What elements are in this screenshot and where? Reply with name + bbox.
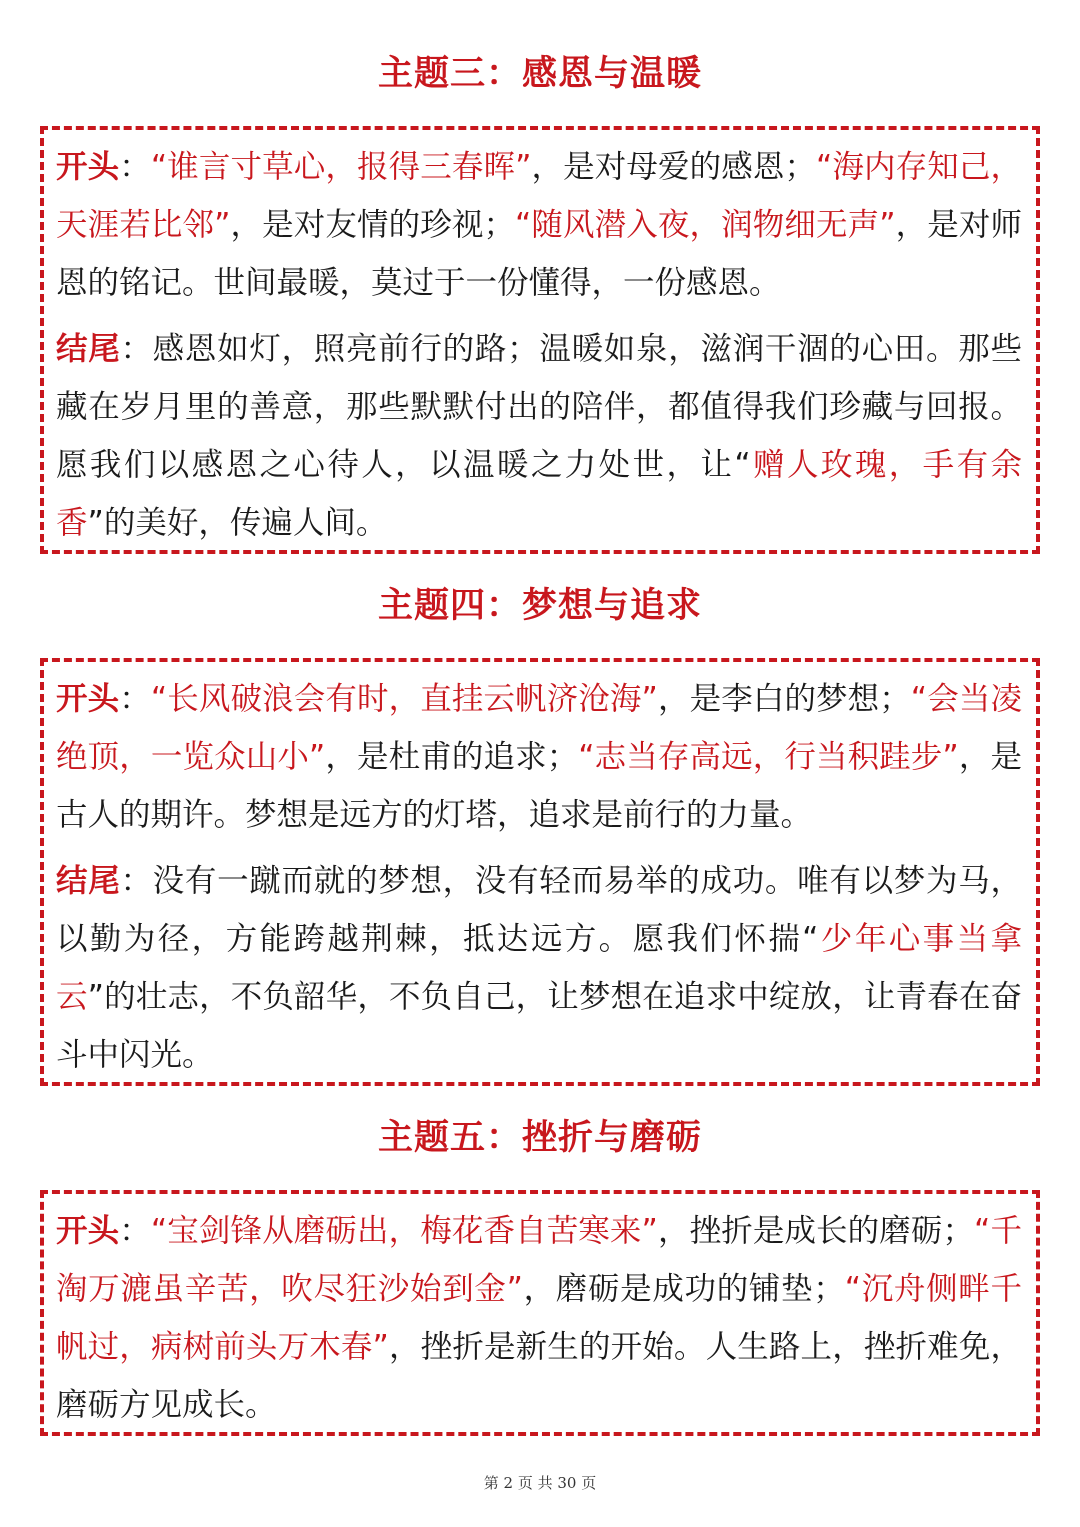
quote-text: “长风破浪会有时，直挂云帆济沧海” xyxy=(150,681,658,717)
page-footer: 第 2 页 共 30 页 xyxy=(483,1474,597,1492)
quote-text: “宝剑锋从磨砺出，梅花香自苦寒来” xyxy=(150,1213,658,1249)
opening-paragraph xyxy=(56,138,1022,312)
quote-text: “谁言寸草心，报得三春晖” xyxy=(150,149,532,185)
quote-text: 少年心事当拿云 xyxy=(56,921,1022,1015)
paragraph-label: 结尾 xyxy=(56,331,121,367)
section-box-setbacks xyxy=(40,1190,1040,1436)
body-text: ，挫折是新生的开始。人生路上，挫折难免，磨砺方见成长。 xyxy=(56,1329,1022,1423)
opening-paragraph xyxy=(56,1202,1022,1434)
section-title: 主题三：感恩与温暖 xyxy=(377,54,702,94)
body-text: ：感恩如灯，照亮前行的路；温暖如泉，滋润干涸的心田。那些藏在岁月里的善意，那些默默付出的陪伴，都值得我们珍藏与回报。愿我们以感恩之心待人，以温暖之力处世，让“ xyxy=(56,331,1022,483)
paragraph-label: 开头 xyxy=(56,149,120,185)
body-text: ”的美好，传遍人间。 xyxy=(87,505,388,541)
body-text: ，挫折是成长的磨砺； xyxy=(657,1213,975,1249)
paragraph-label: 结尾 xyxy=(56,863,121,899)
paragraph-label: 开头 xyxy=(56,1213,120,1249)
body-text: ，是古人的期许。梦想是远方的灯塔，追求是前行的力量。 xyxy=(56,739,1022,833)
quote-text: 赠人玫瑰，手有余香 xyxy=(56,447,1022,541)
quote-text: “会当凌绝顶，一览众山小” xyxy=(56,681,1022,775)
body-text: ，是李白的梦想； xyxy=(657,681,911,717)
opening-paragraph xyxy=(56,670,1022,844)
body-text: ：没有一蹴而就的梦想，没有轻而易举的成功。唯有以梦为马，以勤为径，方能跨越荆棘，抵达远方。愿我们怀揣“ xyxy=(56,863,1022,957)
section-box-gratitude xyxy=(40,126,1040,554)
section-box-dreams xyxy=(40,658,1040,1086)
quote-text: “随风潜入夜，润物细无声” xyxy=(514,207,896,243)
quote-text: “沉舟侧畔千帆过，病树前头万木春” xyxy=(56,1271,1022,1365)
ending-paragraph xyxy=(56,852,1022,1084)
ending-paragraph xyxy=(56,320,1022,552)
body-text: ，是对母爱的感恩； xyxy=(531,149,816,185)
section-title: 主题四：梦想与追求 xyxy=(377,586,702,626)
body-text: ，磨砺是成功的铺垫； xyxy=(522,1271,845,1307)
quote-text: “千淘万漉虽辛苦，吹尽狂沙始到金” xyxy=(56,1213,1022,1307)
body-text: ，是杜甫的追求； xyxy=(325,739,579,775)
quote-text: “海内存知己，天涯若比邻” xyxy=(56,149,1022,243)
quote-text: “志当存高远，行当积跬步” xyxy=(578,739,959,775)
body-text: ： xyxy=(119,681,151,717)
body-text: ： xyxy=(119,149,151,185)
body-text: ，是对师恩的铭记。世间最暖，莫过于一份懂得，一份感恩。 xyxy=(56,207,1022,301)
body-text: ： xyxy=(119,1213,151,1249)
paragraph-label: 开头 xyxy=(56,681,120,717)
section-title: 主题五：挫折与磨砺 xyxy=(377,1118,702,1158)
body-text: ”的壮志，不负韶华，不负自己，让梦想在追求中绽放，让青春在奋斗中闪光。 xyxy=(56,979,1022,1073)
body-text: ，是对友情的珍视； xyxy=(230,207,515,243)
